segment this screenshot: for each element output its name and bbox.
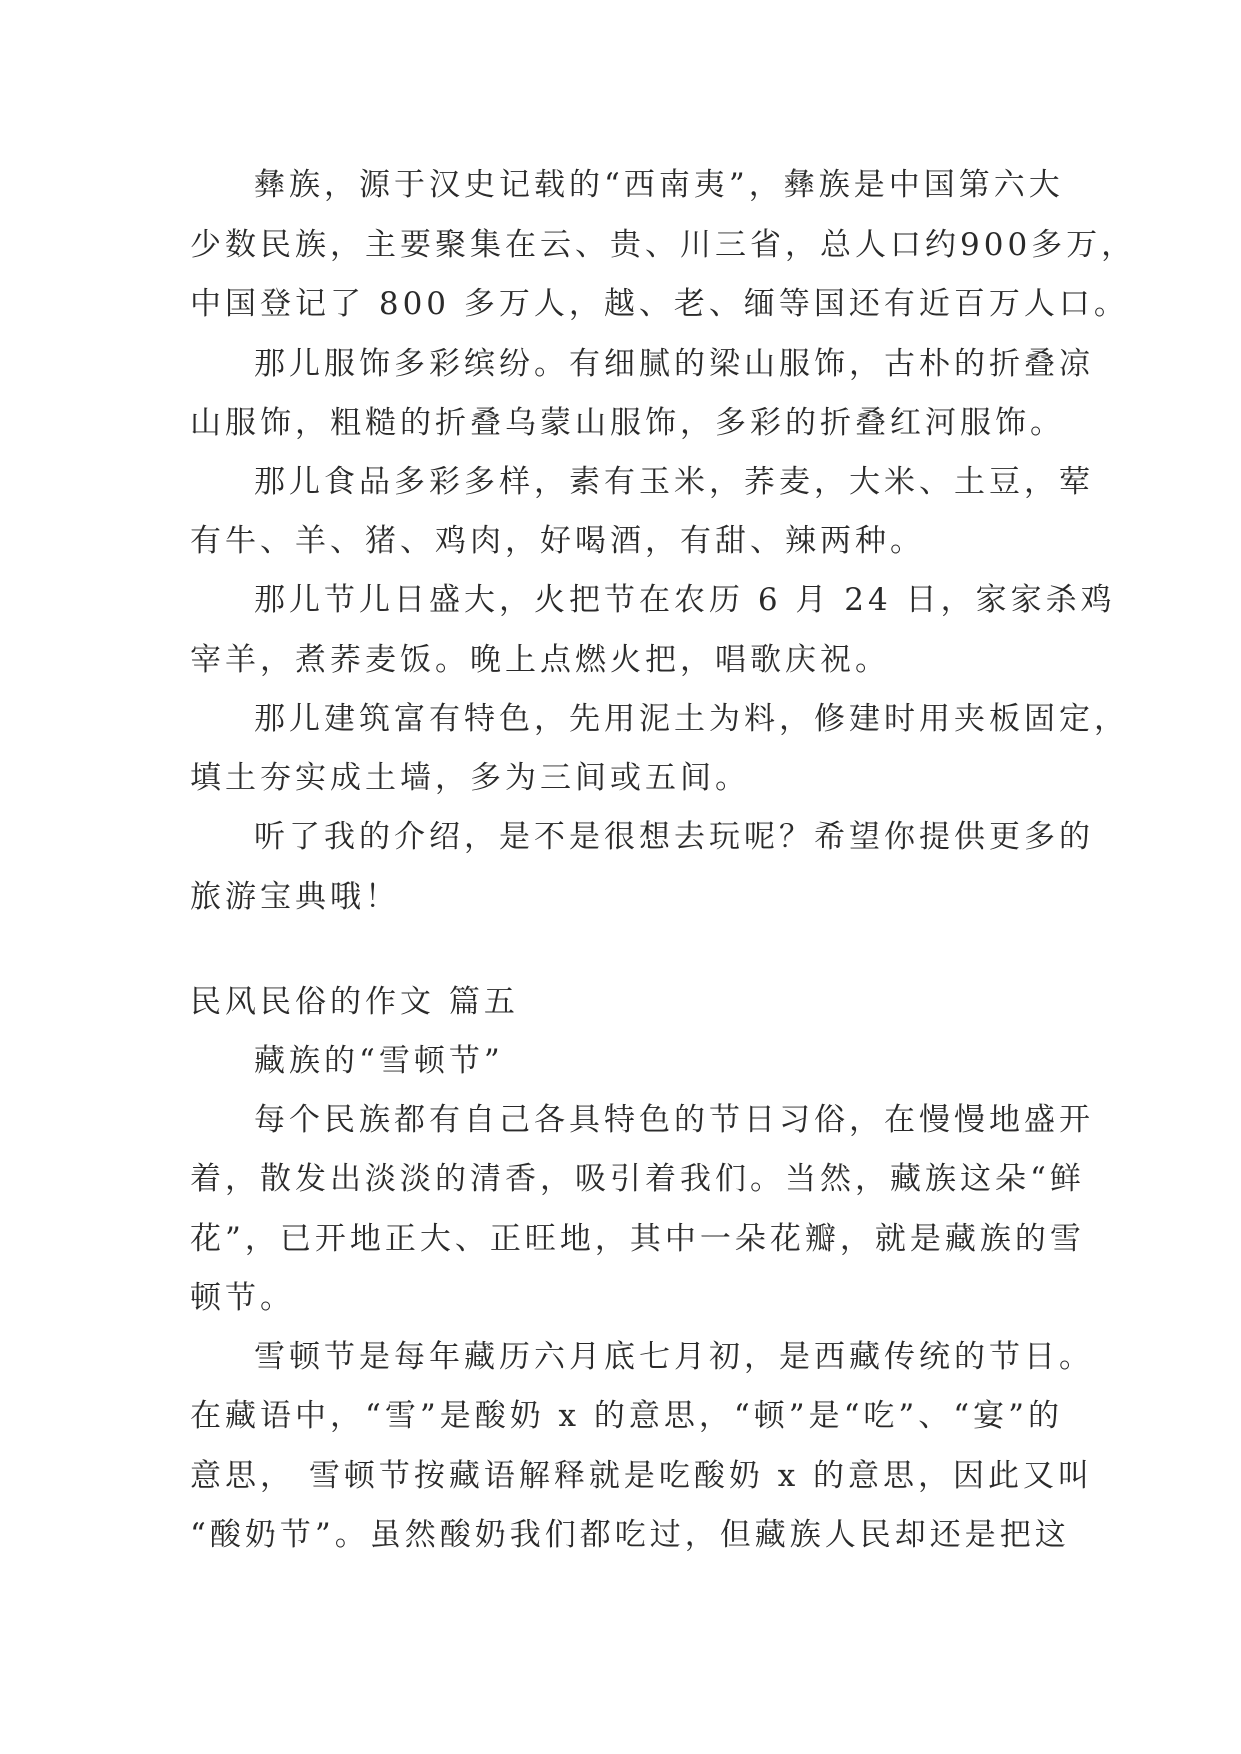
text-line: 那儿食品多彩多样，素有玉米，荞麦，大米、土豆，荤 (254, 464, 1094, 500)
text-line: 那儿节儿日盛大，火把节在农历 6 月 24 日，家家杀鸡 (254, 582, 1116, 618)
text-line: 彝族，源于汉史记载的“西南夷”，彝族是中国第六大 (254, 167, 1064, 203)
text-line: 雪顿节是每年藏历六月底七月初，是西藏传统的节日。 (254, 1339, 1094, 1375)
text-line: 中国登记了 800 多万人，越、老、缅等国还有近百万人口。 (190, 286, 1129, 322)
text-line: 填土夯实成土墙，多为三间或五间。 (190, 760, 750, 796)
text-line: 意思， 雪顿节按藏语解释就是吃酸奶 x 的意思，因此又叫 (190, 1458, 1094, 1494)
text-line: 着，散发出淡淡的清香，吸引着我们。当然，藏族这朵“鲜 (190, 1161, 1085, 1197)
text-line: 那儿建筑富有特色，先用泥土为料，修建时用夹板固定， (254, 701, 1129, 737)
text-line: 花”，已开地正大、正旺地，其中一朵花瓣，就是藏族的雪 (190, 1221, 1085, 1257)
section-subheading: 藏族的“雪顿节” (254, 1043, 504, 1079)
text-line: 山服饰，粗糙的折叠乌蒙山服饰，多彩的折叠红河服饰。 (190, 405, 1065, 441)
section-heading: 民风民俗的作文 篇五 (190, 984, 519, 1020)
text-line: 每个民族都有自己各具特色的节日习俗，在慢慢地盛开 (254, 1102, 1094, 1138)
text-line: 在藏语中，“雪”是酸奶 x 的意思，“顿”是“吃”、“宴”的 (190, 1398, 1063, 1434)
text-line: 那儿服饰多彩缤纷。有细腻的梁山服饰，古朴的折叠凉 (254, 346, 1094, 382)
text-line: 少数民族，主要聚集在云、贵、川三省，总人口约900多万， (190, 227, 1137, 263)
text-line: 听了我的介绍，是不是很想去玩呢？希望你提供更多的 (254, 819, 1094, 855)
text-line: “酸奶节”。虽然酸奶我们都吃过，但藏族人民却还是把这 (190, 1517, 1070, 1553)
text-line: 顿节。 (190, 1280, 295, 1316)
text-line: 旅游宝典哦！ (190, 879, 400, 915)
text-line: 宰羊，煮荞麦饭。晚上点燃火把，唱歌庆祝。 (190, 642, 890, 678)
text-line: 有牛、羊、猪、鸡肉，好喝酒，有甜、辣两种。 (190, 523, 925, 559)
